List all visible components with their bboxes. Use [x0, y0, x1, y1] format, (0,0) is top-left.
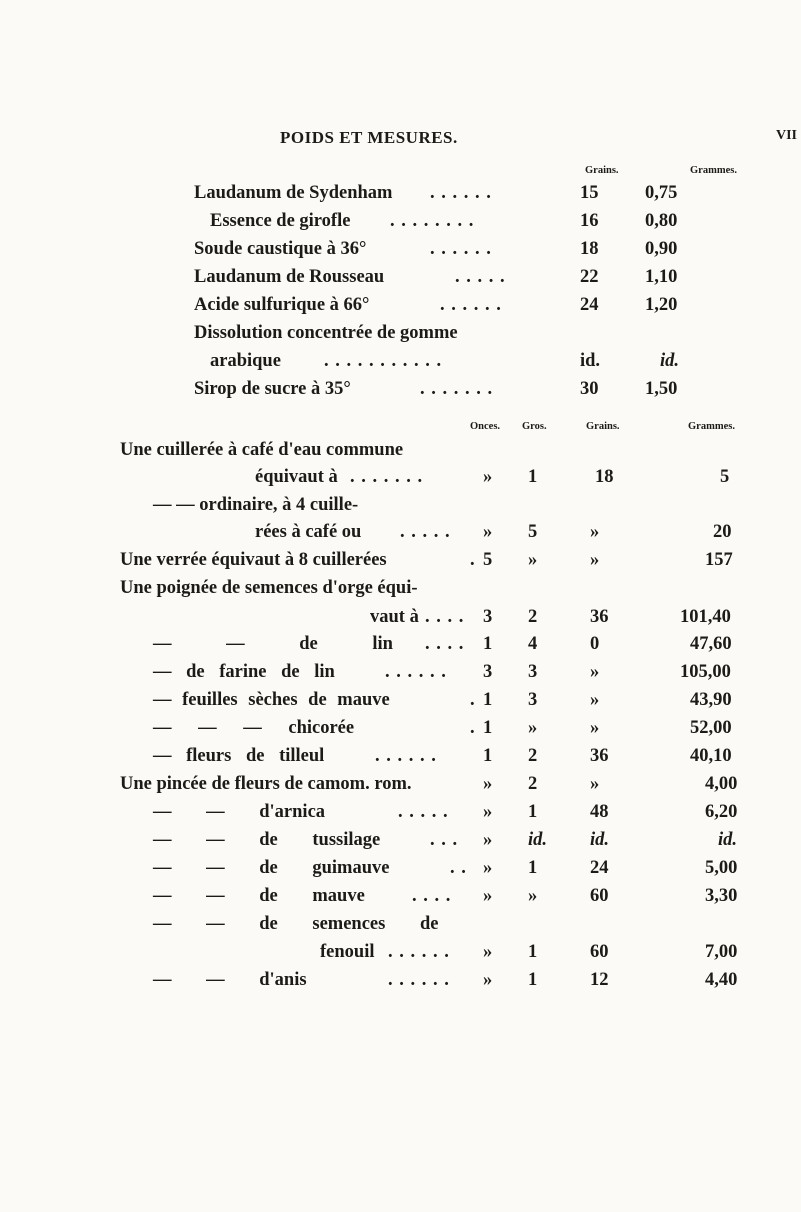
grammes-value: 7,00	[705, 942, 738, 962]
grains-value: »	[590, 774, 600, 794]
grammes-value: 4,00	[705, 774, 738, 794]
grammes-value: id.	[660, 351, 680, 371]
table-row	[0, 467, 801, 495]
grammes-value: 0,90	[645, 239, 678, 259]
column-header-gros: Gros.	[522, 421, 547, 432]
table-row	[0, 634, 801, 662]
onces-value: 1	[483, 718, 493, 738]
onces-value: »	[483, 858, 493, 878]
leader-dots: .	[470, 690, 476, 710]
table-row	[0, 858, 801, 886]
leader-dots: . . . . . . .	[350, 467, 424, 487]
gros-value: 1	[528, 802, 538, 822]
row-label: — — d'anis	[153, 970, 307, 990]
table-row	[0, 550, 801, 578]
row-label: Dissolution concentrée de gomme	[194, 323, 458, 343]
grains-value: »	[590, 550, 600, 570]
column-header-grammes: Grammes.	[690, 165, 737, 176]
grains-value: id.	[580, 351, 601, 371]
row-label: Laudanum de Rousseau	[194, 267, 385, 287]
leader-dots: . .	[450, 858, 467, 878]
row-label: — — de semences de	[153, 914, 439, 934]
grammes-value: 40,10	[690, 746, 732, 766]
table-row	[0, 578, 801, 606]
row-label: — — de lin	[153, 634, 393, 654]
gros-value: 1	[528, 467, 538, 487]
grammes-value: 3,30	[705, 886, 738, 906]
grains-value: 24	[590, 858, 609, 878]
grammes-value: 47,60	[690, 634, 732, 654]
gros-value: 2	[528, 774, 538, 794]
leader-dots: . . . . . .	[385, 662, 447, 682]
table-row	[0, 718, 801, 746]
grammes-value: 4,40	[705, 970, 738, 990]
gros-value: 5	[528, 522, 538, 542]
table-row	[0, 774, 801, 802]
gros-value: 2	[528, 746, 538, 766]
leader-dots: . . . .	[425, 634, 465, 654]
gros-value: »	[528, 718, 538, 738]
leader-dots: . . . . . .	[440, 295, 502, 315]
leader-dots: .	[470, 550, 476, 570]
row-label: — — de tussilage	[153, 830, 381, 850]
grains-value: id.	[590, 830, 610, 850]
leader-dots: .	[470, 718, 476, 738]
leader-dots: . . . .	[425, 607, 465, 627]
column-header-grains: Grains.	[585, 165, 619, 176]
running-header	[0, 128, 801, 152]
grains-value: 48	[590, 802, 609, 822]
leader-dots: . . . . .	[455, 267, 506, 287]
leader-dots: . . . . . .	[375, 746, 437, 766]
row-label: — — de guimauve	[153, 858, 390, 878]
onces-value: 1	[483, 634, 493, 654]
column-header-grains: Grains.	[586, 421, 620, 432]
grains-value: 36	[590, 746, 609, 766]
leader-dots: . . . . . .	[388, 970, 450, 990]
onces-value: »	[483, 830, 493, 850]
table-row	[0, 886, 801, 914]
table-row	[0, 323, 801, 351]
row-label: Une verrée équivaut à 8 cuillerées	[120, 550, 387, 570]
onces-value: »	[483, 942, 493, 962]
leader-dots: . . . . . .	[430, 239, 492, 259]
table-row	[0, 690, 801, 718]
onces-value: 1	[483, 746, 493, 766]
leader-dots: . . . . .	[400, 522, 451, 542]
onces-value: 3	[483, 607, 493, 627]
grains-value: 0	[590, 634, 600, 654]
table-row	[0, 746, 801, 774]
table-row	[0, 970, 801, 998]
row-label: — feuilles sèches de mauve	[153, 690, 390, 710]
grains-value: 22	[580, 267, 599, 287]
row-label: — fleurs de tilleul	[153, 746, 325, 766]
row-label: équivaut à	[255, 467, 338, 487]
row-label: Une poignée de semences d'orge équi-	[120, 578, 418, 598]
table-row	[0, 802, 801, 830]
grammes-value: 5	[720, 467, 730, 487]
page-title: POIDS ET MESURES.	[280, 128, 458, 147]
onces-value: »	[483, 522, 493, 542]
row-label: fenouil	[320, 942, 375, 962]
table-row	[0, 942, 801, 970]
row-label: rées à café ou	[255, 522, 362, 542]
grains-value: 36	[590, 607, 609, 627]
grains-value: »	[590, 718, 600, 738]
grains-value: »	[590, 662, 600, 682]
table-row	[0, 183, 801, 211]
onces-value: »	[483, 467, 493, 487]
leader-dots: . . . . . .	[388, 942, 450, 962]
page-number: VII	[776, 128, 798, 143]
grammes-value: 1,20	[645, 295, 678, 315]
leader-dots: . . . . . . .	[420, 379, 494, 399]
table-row	[0, 295, 801, 323]
table-row	[0, 379, 801, 407]
grammes-value: 157	[705, 550, 733, 570]
onces-value: »	[483, 774, 493, 794]
grains-value: 18	[595, 467, 614, 487]
leader-dots: . . . . .	[398, 802, 449, 822]
grains-value: »	[590, 522, 600, 542]
row-label: Sirop de sucre à 35°	[194, 379, 351, 399]
grains-value: 15	[580, 183, 599, 203]
gros-value: 1	[528, 942, 538, 962]
row-label: — — ordinaire, à 4 cuille-	[153, 495, 359, 515]
grammes-value: 105,00	[680, 662, 731, 682]
grains-value: 12	[590, 970, 609, 990]
row-label: vaut à	[370, 607, 419, 627]
leader-dots: . . . . . . . . . . .	[324, 351, 443, 371]
grammes-value: 101,40	[680, 607, 731, 627]
table-row	[0, 440, 801, 468]
table-row	[0, 830, 801, 858]
onces-value: »	[483, 802, 493, 822]
grammes-value: 43,90	[690, 690, 732, 710]
onces-value: »	[483, 886, 493, 906]
gros-value: 3	[528, 690, 538, 710]
grammes-value: 52,00	[690, 718, 732, 738]
row-label: Une cuillerée à café d'eau commune	[120, 440, 404, 460]
grammes-value: 0,80	[645, 211, 678, 231]
leader-dots: . . . . . .	[430, 183, 492, 203]
grains-value: 30	[580, 379, 599, 399]
row-label: Soude caustique à 36°	[194, 239, 367, 259]
grains-value: 18	[580, 239, 599, 259]
row-label: — de farine de lin	[153, 662, 335, 682]
grammes-value: 6,20	[705, 802, 738, 822]
table-row	[0, 267, 801, 295]
table-row	[0, 211, 801, 239]
row-label: Une pincée de fleurs de camom. rom.	[120, 774, 412, 794]
leader-dots: . . . .	[412, 886, 452, 906]
table-row	[0, 914, 801, 942]
grammes-value: 20	[713, 522, 732, 542]
row-label: Essence de girofle	[210, 211, 351, 231]
row-label: arabique	[210, 351, 281, 371]
gros-value: 1	[528, 970, 538, 990]
table-row	[0, 495, 801, 523]
onces-value: 3	[483, 662, 493, 682]
column-header-onces: Onces.	[470, 421, 501, 432]
leader-dots: . . . . . . . .	[390, 211, 475, 231]
grains-value: 60	[590, 942, 609, 962]
table-row	[0, 239, 801, 267]
table-row	[0, 351, 801, 379]
gros-value: »	[528, 550, 538, 570]
leader-dots: . . .	[430, 830, 459, 850]
gros-value: id.	[528, 830, 548, 850]
row-label: — — — chicorée	[153, 718, 355, 738]
table-row	[0, 522, 801, 550]
gros-value: 4	[528, 634, 538, 654]
grammes-value: 1,10	[645, 267, 678, 287]
row-label: — — d'arnica	[153, 802, 326, 822]
grammes-value: 5,00	[705, 858, 738, 878]
grains-value: »	[590, 690, 600, 710]
gros-value: 2	[528, 607, 538, 627]
row-label: — — de mauve	[153, 886, 365, 906]
grains-value: 24	[580, 295, 599, 315]
grains-value: 16	[580, 211, 599, 231]
table-row	[0, 662, 801, 690]
grammes-value: 1,50	[645, 379, 678, 399]
gros-value: »	[528, 886, 538, 906]
grammes-value: 0,75	[645, 183, 678, 203]
column-header-grammes: Grammes.	[688, 421, 735, 432]
row-label: Acide sulfurique à 66°	[194, 295, 370, 315]
grammes-value: id.	[718, 830, 738, 850]
gros-value: 3	[528, 662, 538, 682]
gros-value: 1	[528, 858, 538, 878]
onces-value: »	[483, 970, 493, 990]
onces-value: 5	[483, 550, 493, 570]
grains-value: 60	[590, 886, 609, 906]
onces-value: 1	[483, 690, 493, 710]
table-row	[0, 607, 801, 635]
row-label: Laudanum de Sydenham	[194, 183, 393, 203]
